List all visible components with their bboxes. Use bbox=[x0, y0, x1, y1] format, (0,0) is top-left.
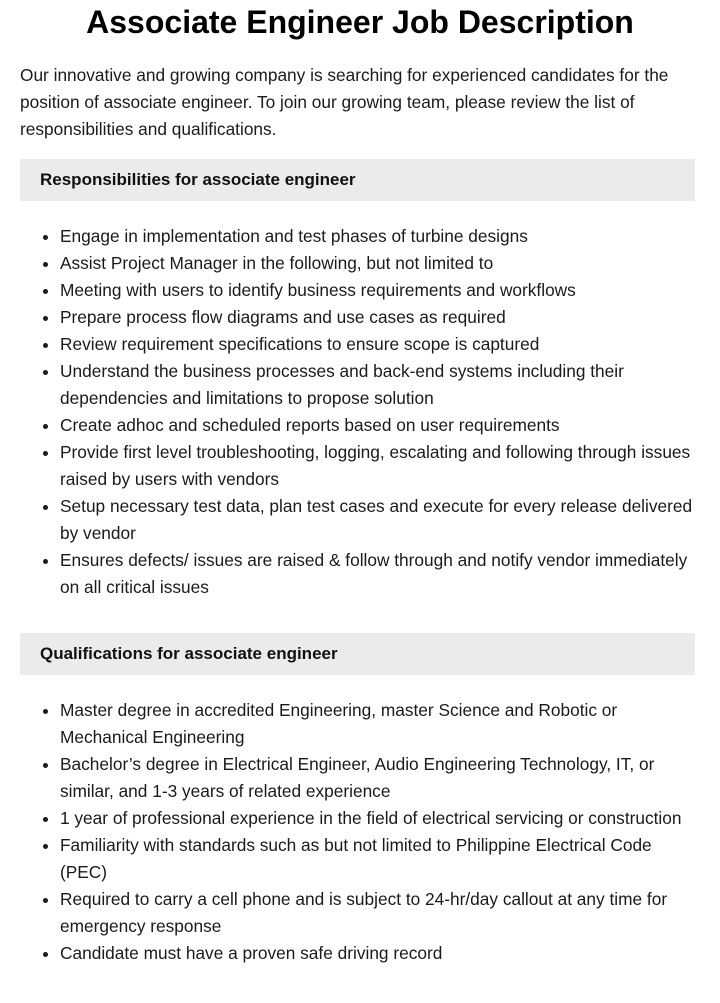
page-title: Associate Engineer Job Description bbox=[86, 4, 634, 40]
list-item: • Meeting with users to identify business requirements and workflows bbox=[60, 277, 695, 304]
list-item: • Prepare process flow diagrams and use cases as required bbox=[60, 304, 695, 331]
list-item: • Ensures defects/ issues are raised & follow through and notify vendor immediately on all critical issues bbox=[60, 547, 695, 601]
list-item: • Required to carry a cell phone and is subject to 24-hr/day callout at any time for emergency response bbox=[60, 886, 695, 940]
list-item: • Setup necessary test data, plan test cases and execute for every release delivered by vendor bbox=[60, 493, 695, 547]
list-item: • Create adhoc and scheduled reports based on user requirements bbox=[60, 412, 695, 439]
responsibilities-list bbox=[20, 223, 695, 601]
list-item: • Assist Project Manager in the following, but not limited to bbox=[60, 250, 695, 277]
responsibilities-heading: Responsibilities for associate engineer bbox=[20, 159, 695, 201]
list-item: • Understand the business processes and back-end systems including their dependencies and limitations to propose solution bbox=[60, 358, 695, 412]
list-item: • Bachelor’s degree in Electrical Engineer, Audio Engineering Technology, IT, or similar, and 1-3 years of related experience bbox=[60, 751, 695, 805]
qualifications-list bbox=[20, 697, 695, 967]
list-item: • Engage in implementation and test phases of turbine designs bbox=[60, 223, 695, 250]
list-item: • Provide first level troubleshooting, logging, escalating and following through issues raised by users with vendors bbox=[60, 439, 695, 493]
list-item: • Familiarity with standards such as but not limited to Philippine Electrical Code (PEC) bbox=[60, 832, 695, 886]
list-item: • Candidate must have a proven safe driving record bbox=[60, 940, 695, 967]
qualifications-heading: Qualifications for associate engineer bbox=[20, 633, 695, 675]
intro-paragraph: Our innovative and growing company is searching for experienced candidates for the position of associate engineer. To join our growing team, please review the list of responsibilities and qualifications. bbox=[20, 65, 669, 139]
list-item: • Review requirement specifications to ensure scope is captured bbox=[60, 331, 695, 358]
list-item: • Master degree in accredited Engineering, master Science and Robotic or Mechanical Engineering bbox=[60, 697, 695, 751]
list-item: • 1 year of professional experience in the field of electrical servicing or construction bbox=[60, 805, 695, 832]
